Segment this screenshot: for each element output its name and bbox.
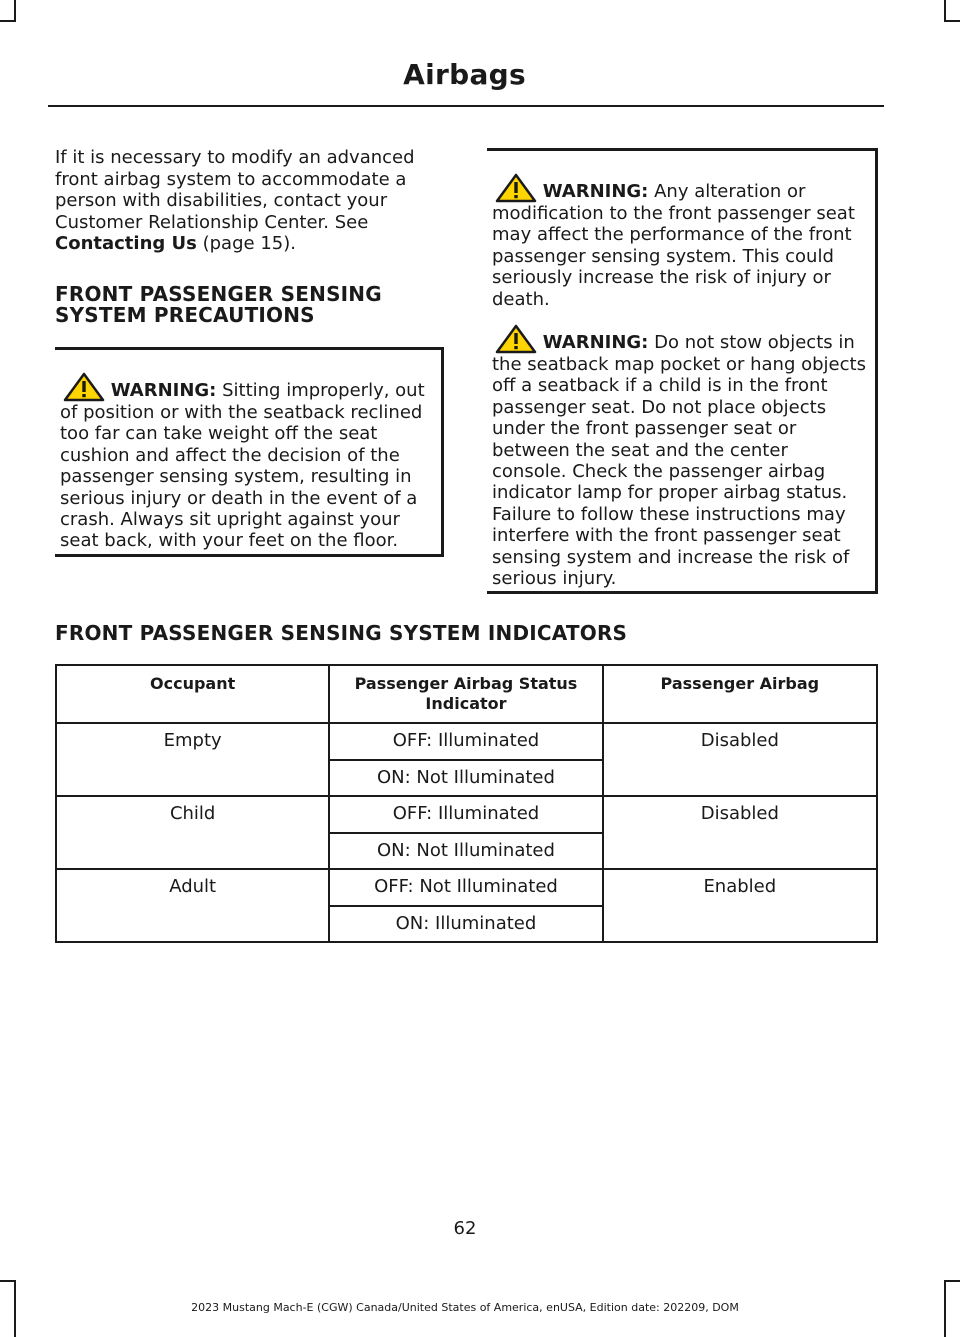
intro-page-ref: (page 15). [196, 233, 296, 254]
airbag-cell: Disabled [603, 723, 877, 796]
occupant-cell: Empty [56, 723, 329, 796]
page-number: 62 [453, 1218, 477, 1239]
warning-keyword: WARNING: [542, 181, 649, 202]
warning-text: Any alteration or modification to the front passenger seat may affect the performance of the front passenger sensing system. This could seriously increase the risk of injury or death. [492, 181, 855, 310]
header-occupant: Occupant [56, 665, 329, 723]
crop-mark [944, 0, 946, 22]
contacting-us-link[interactable]: Contacting Us [55, 233, 197, 254]
warning-item [492, 173, 867, 310]
warning-box-right [487, 148, 878, 594]
indicator-table [55, 664, 878, 943]
header-passenger-airbag: Passenger Airbag [603, 665, 877, 723]
warning-keyword: WARNING: [542, 332, 649, 354]
table-row [56, 723, 877, 760]
warning-text: Sitting improperly, out of position or with the seatback reclined too far can take weight off the seat cushion and affect the decision of the passenger sensing system, resulting in serious injury or death in the event of a crash. Always sit upright against your seat back, with your feet on the floor. [60, 380, 425, 552]
header-divider [48, 105, 884, 107]
crop-mark [944, 1280, 960, 1282]
table-header-row [56, 665, 877, 723]
crop-mark [0, 1280, 16, 1282]
warning-triangle-icon [63, 372, 105, 402]
warning-item [492, 324, 867, 589]
crop-mark [0, 20, 16, 22]
warning-triangle-icon [495, 173, 537, 203]
occupant-cell: Adult [56, 869, 329, 942]
warning-box-left [55, 347, 444, 557]
header-status-indicator: Passenger Airbag Status Indicator [329, 665, 602, 723]
warning-text: Do not stow objects in the seatback map pocket or hang objects off a seatback if a child is in the front passenger seat. Do not place objects under the front passenger seat or between the seat and the center console. Check the passenger airbag indicator lamp for proper airbag status. Failure to follow these instructions may interfere with the front passenger seat sensing system and increase the risk of serious injury. [492, 332, 866, 590]
warning-keyword: WARNING: [110, 380, 217, 401]
warning-item [60, 372, 433, 552]
occupant-cell: Child [56, 796, 329, 869]
indicator-on-cell: ON: Not Illuminated [329, 833, 602, 870]
warning-triangle-icon [495, 324, 537, 354]
airbag-cell: Disabled [603, 796, 877, 869]
indicator-off-cell: OFF: Illuminated [329, 723, 602, 760]
crop-mark [14, 0, 16, 22]
footer-edition: 2023 Mustang Mach-E (CGW) Canada/United States of America, enUSA, Edition date: 202209, DOM [191, 1301, 739, 1314]
intro-paragraph [55, 147, 435, 255]
airbag-cell: Enabled [603, 869, 877, 942]
indicator-off-cell: OFF: Not Illuminated [329, 869, 602, 906]
table-title: FRONT PASSENGER SENSING SYSTEM INDICATORS [55, 621, 628, 645]
section-heading: FRONT PASSENGER SENSING SYSTEM PRECAUTIONS [55, 282, 382, 327]
page-title: Airbags [403, 58, 526, 91]
indicator-on-cell: ON: Illuminated [329, 906, 602, 943]
table-row [56, 796, 877, 833]
crop-mark [944, 20, 960, 22]
indicator-off-cell: OFF: Illuminated [329, 796, 602, 833]
indicator-on-cell: ON: Not Illuminated [329, 760, 602, 797]
table-row [56, 869, 877, 906]
crop-mark [944, 1280, 946, 1337]
intro-text: If it is necessary to modify an advanced front airbag system to accommodate a person with disabilities, contact your Customer Relationship Center. See [55, 147, 415, 233]
